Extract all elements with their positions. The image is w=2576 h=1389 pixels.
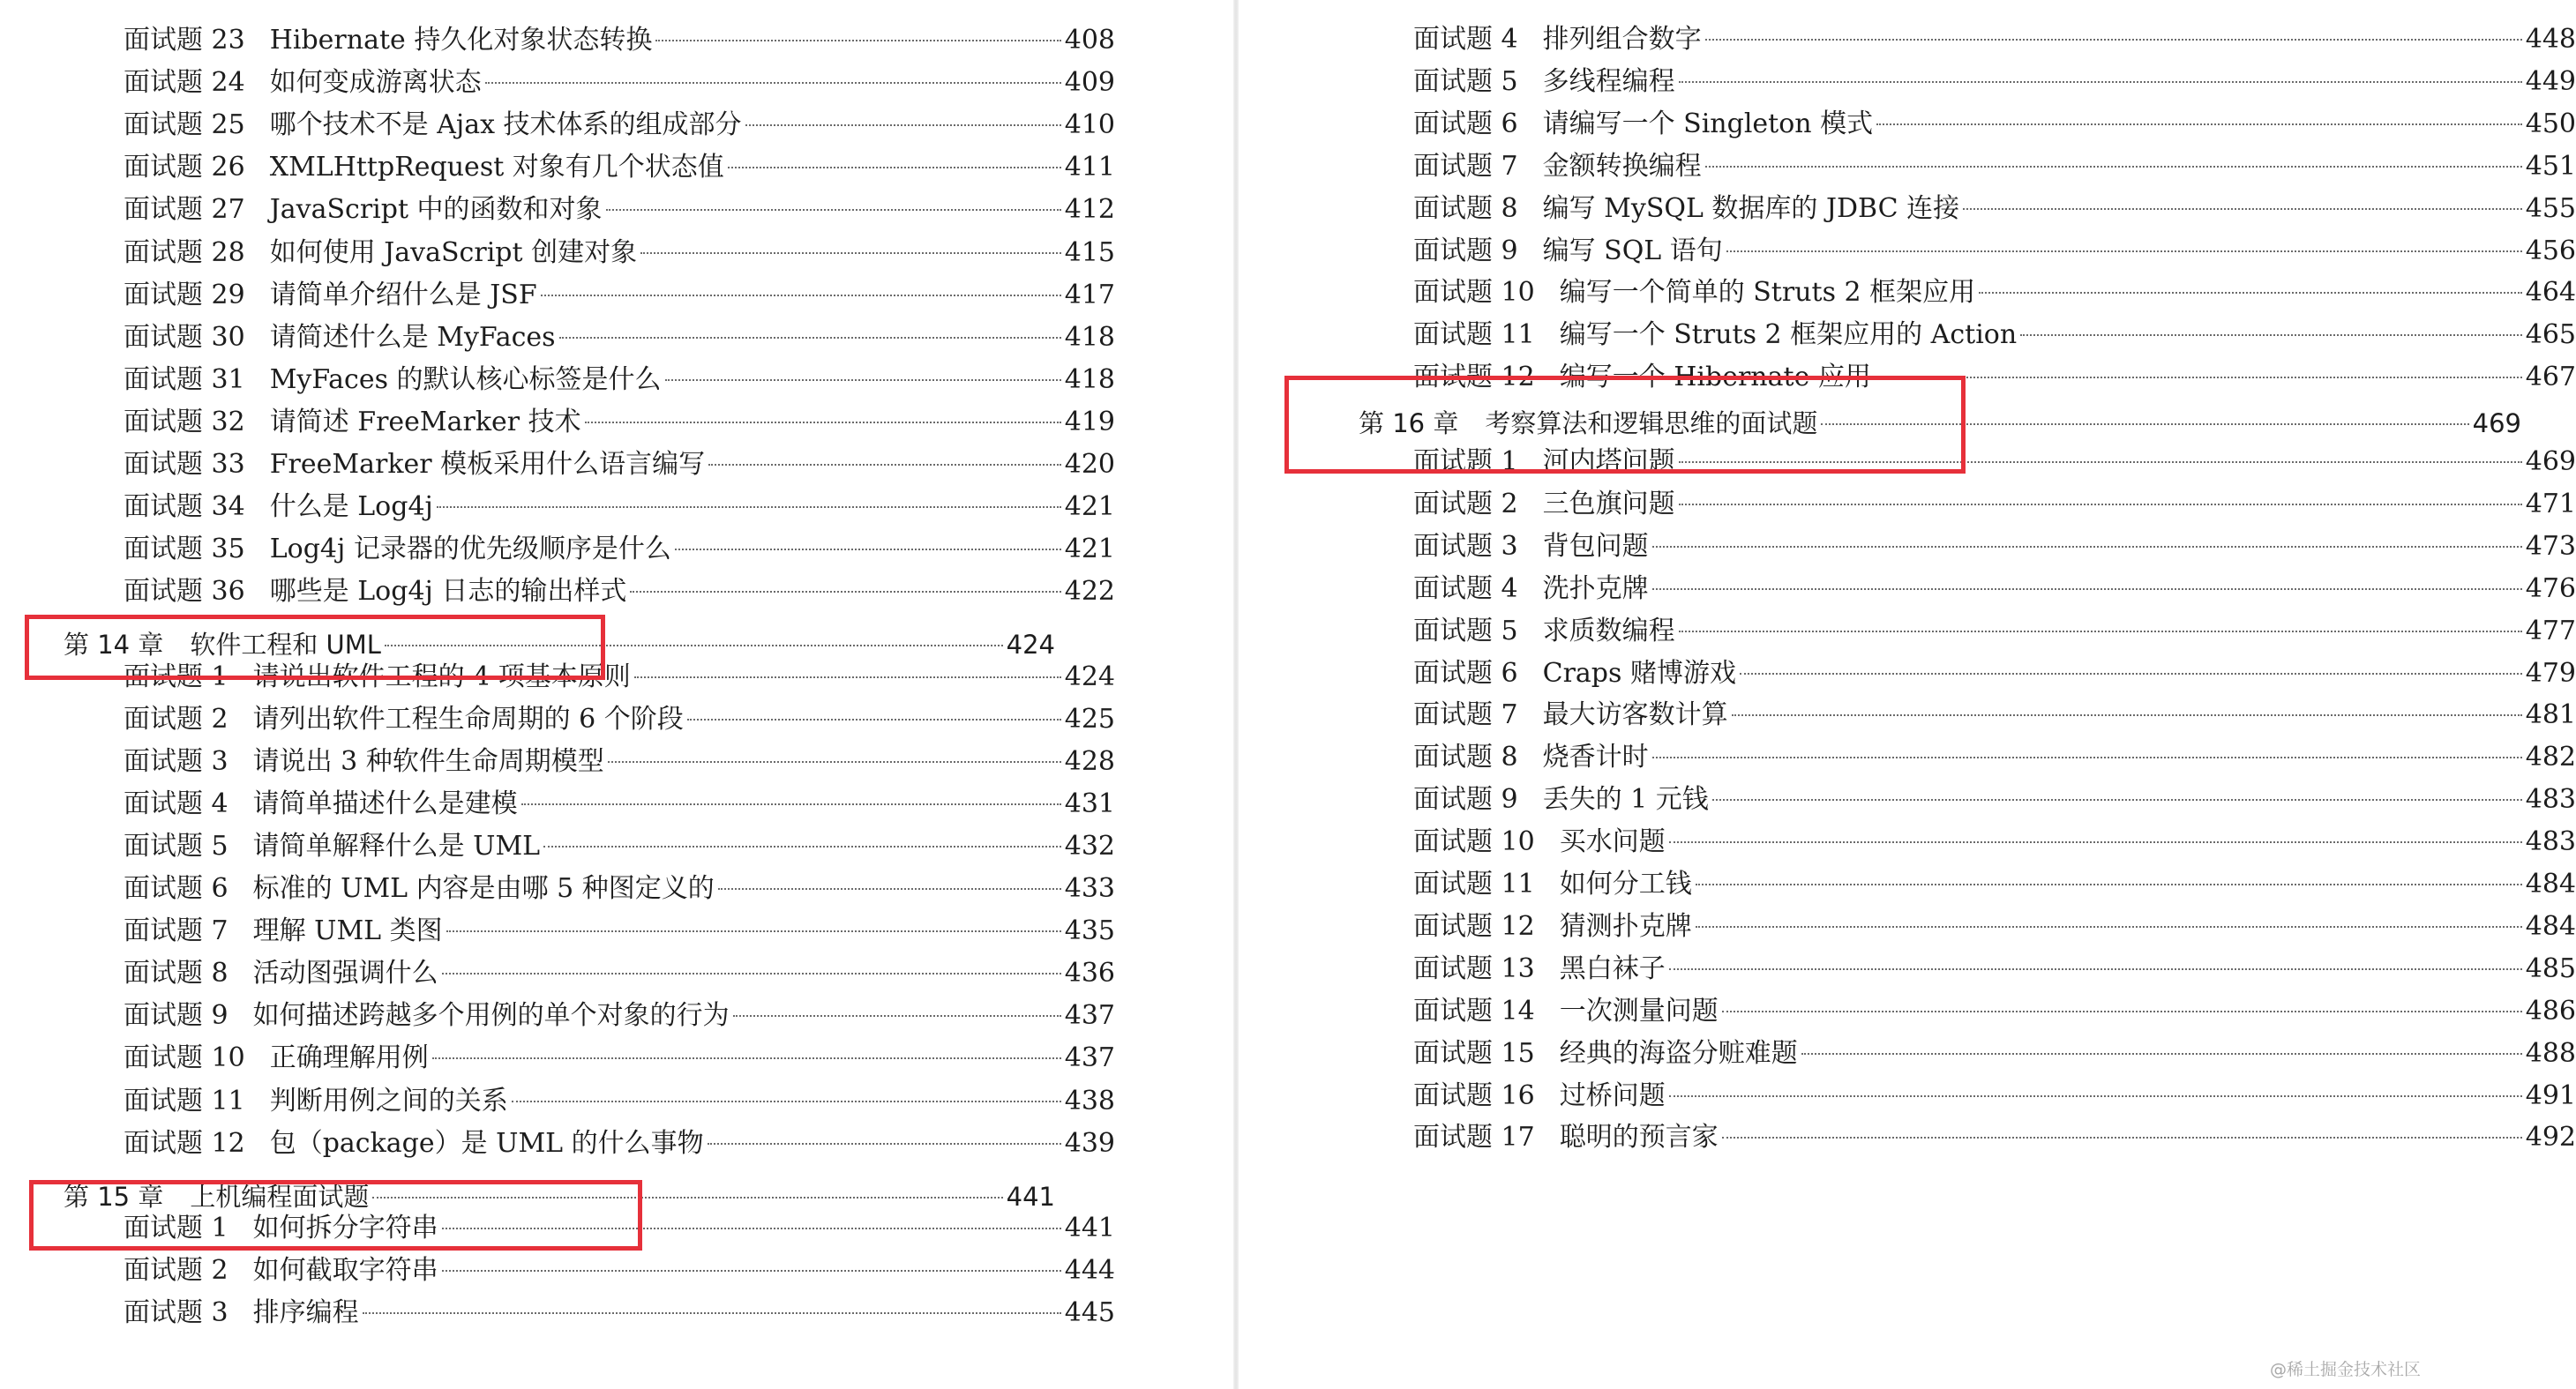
- toc-page-number: 484: [2525, 869, 2576, 900]
- toc-page-number: 483: [2525, 826, 2576, 858]
- dot-leader: [708, 464, 1061, 466]
- toc-page-number: 483: [2525, 784, 2576, 816]
- dot-leader: [1679, 81, 2522, 83]
- toc-entry-number: 面试题 4: [124, 788, 228, 819]
- dot-leader: [485, 82, 1061, 84]
- toc-entry-number: 面试题 36: [124, 576, 245, 608]
- toc-entry-number: 面试题 12: [1413, 910, 1535, 942]
- toc-page-number: 482: [2525, 742, 2576, 773]
- toc-entry-title: 编写一个简单的 Struts 2 框架应用: [1559, 277, 1976, 309]
- toc-entry-number: 第 15 章: [64, 1181, 164, 1212]
- toc-entry-row: [124, 956, 1115, 991]
- toc-entry-number: 面试题 10: [1413, 277, 1535, 309]
- toc-entry-title: 编写一个 Hibernate 应用: [1559, 362, 1871, 393]
- toc-page-number: 417: [1064, 279, 1115, 310]
- toc-entry-number: 面试题 2: [124, 1254, 228, 1286]
- dot-leader: [442, 1228, 1061, 1229]
- toc-entry-number: 面试题 34: [124, 491, 245, 523]
- toc-entry-number: 面试题 12: [124, 1127, 245, 1159]
- toc-entry-number: 面试题 23: [124, 25, 245, 56]
- dot-leader: [1726, 250, 2522, 252]
- toc-entry-title: 如何拆分字符串: [252, 1212, 438, 1243]
- toc-entry-title: 编写 SQL 语句: [1542, 235, 1723, 266]
- toc-page-number: 465: [2525, 319, 2576, 351]
- toc-entry-row: [124, 574, 1115, 609]
- dot-leader: [1696, 884, 2522, 885]
- toc-entry-row: [1413, 994, 2576, 1029]
- toc-entry-row: [1413, 909, 2576, 945]
- toc-page-number: 408: [1064, 25, 1115, 56]
- dot-leader: [2020, 334, 2522, 336]
- toc-entry-title: Hibernate 持久化对象状态转换: [269, 25, 653, 56]
- toc-entry-title: 哪些是 Log4j 日志的输出样式: [269, 576, 627, 608]
- toc-entry-title: 一次测量问题: [1559, 995, 1719, 1027]
- toc-entry-row: [124, 23, 1115, 58]
- toc-entry-row: [1413, 22, 2576, 57]
- toc-entry-title: 请说出软件工程的 4 项基本原则: [252, 661, 631, 692]
- toc-entry-title: 黑白袜子: [1559, 952, 1666, 984]
- toc-entry-title: 判断用例之间的关系: [269, 1085, 508, 1116]
- toc-entry-number: 面试题 8: [124, 958, 228, 989]
- toc-entry-number: 面试题 24: [124, 67, 245, 99]
- toc-entry-title: 请简单解释什么是 UML: [252, 830, 541, 862]
- toc-page-number: 476: [2525, 572, 2576, 604]
- toc-entry-row: [124, 65, 1115, 101]
- toc-entry-title: FreeMarker 模板采用什么语言编写: [269, 449, 706, 480]
- toc-entry-row: [1413, 317, 2576, 353]
- toc-entry-title: 理解 UML 类图: [252, 915, 443, 947]
- dot-leader: [543, 846, 1061, 848]
- toc-entry-number: 面试题 10: [1413, 826, 1535, 858]
- toc-entry-row: [1413, 614, 2576, 649]
- dot-leader: [363, 1312, 1061, 1314]
- toc-entry-title: 丢失的 1 元钱: [1542, 784, 1709, 816]
- toc-entry-number: 面试题 17: [1413, 1122, 1535, 1154]
- toc-entry-number: 面试题 4: [1413, 24, 1518, 55]
- toc-entry-title: 什么是 Log4j: [269, 491, 433, 523]
- toc-page-number: 418: [1064, 321, 1115, 353]
- toc-entry-row: [124, 1253, 1115, 1288]
- toc-entry-row: [1413, 867, 2576, 902]
- toc-page-number: 441: [1064, 1212, 1115, 1243]
- toc-page-number: 464: [2525, 277, 2576, 309]
- toc-page-number: 432: [1064, 830, 1115, 862]
- dot-leader: [541, 295, 1061, 296]
- toc-entry-number: 面试题 16: [1413, 1079, 1535, 1111]
- toc-entry-number: 面试题 6: [124, 873, 228, 904]
- toc-chapter-row: [64, 1179, 1055, 1214]
- toc-entry-row: [1413, 740, 2576, 775]
- toc-entry-row: [124, 829, 1115, 864]
- toc-entry-row: [1413, 656, 2576, 691]
- toc-entry-row: [1413, 487, 2576, 522]
- dot-leader: [1740, 673, 2522, 675]
- toc-entry-number: 面试题 1: [1413, 446, 1518, 477]
- toc-entry-number: 面试题 32: [124, 406, 245, 437]
- toc-entry-row: [124, 1041, 1115, 1076]
- dot-leader: [437, 506, 1061, 508]
- dot-leader: [585, 422, 1061, 423]
- toc-entry-title: 买水问题: [1559, 826, 1666, 858]
- toc-page-number: 424: [1006, 630, 1055, 661]
- toc-page-number: 467: [2525, 362, 2576, 393]
- toc-entry-title: 过桥问题: [1559, 1079, 1666, 1111]
- dot-leader: [687, 719, 1061, 721]
- toc-entry-row: [124, 744, 1115, 780]
- toc-entry-title: 河内塔问题: [1542, 446, 1675, 477]
- toc-entry-title: 请编写一个 Singleton 模式: [1542, 108, 1874, 139]
- toc-page-number: 437: [1064, 1042, 1115, 1074]
- toc-entry-number: 面试题 9: [1413, 784, 1518, 816]
- toc-entry-number: 面试题 5: [124, 830, 228, 862]
- dot-leader: [512, 1101, 1061, 1102]
- toc-entry-number: 面试题 5: [1413, 65, 1518, 97]
- toc-entry-title: JavaScript 中的函数和对象: [269, 194, 603, 226]
- toc-entry-row: [1413, 1036, 2576, 1072]
- dot-leader: [708, 1143, 1061, 1145]
- toc-entry-number: 面试题 2: [124, 703, 228, 735]
- toc-entry-title: 经典的海盗分赃难题: [1559, 1037, 1798, 1069]
- toc-entry-title: 如何变成游离状态: [269, 67, 482, 99]
- toc-entry-number: 面试题 8: [1413, 742, 1518, 773]
- toc-entry-title: 如何分工钱: [1559, 869, 1692, 900]
- toc-entry-title: 哪个技术不是 Ajax 技术体系的组成部分: [269, 109, 742, 141]
- toc-page-number: 437: [1064, 1000, 1115, 1032]
- toc-page-number: 420: [1064, 449, 1115, 480]
- toc-page-number: 421: [1064, 534, 1115, 565]
- toc-entry-title: 编写一个 Struts 2 框架应用的 Action: [1559, 319, 2018, 351]
- dot-leader: [1821, 423, 2468, 425]
- toc-entry-number: 面试题 25: [124, 109, 245, 141]
- dot-leader: [655, 40, 1060, 41]
- toc-entry-row: [124, 235, 1115, 271]
- toc-entry-title: 请简述什么是 MyFaces: [269, 321, 556, 353]
- toc-entry-row: [124, 532, 1115, 567]
- toc-entry-number: 面试题 2: [1413, 488, 1518, 519]
- toc-entry-row: [1413, 1120, 2576, 1155]
- toc-entry-row: [124, 1084, 1115, 1119]
- toc-entry-title: 洗扑克牌: [1542, 572, 1649, 604]
- toc-entry-title: 软件工程和 UML: [190, 630, 381, 661]
- toc-entry-title: Craps 赌博游戏: [1542, 657, 1736, 689]
- toc-entry-number: 面试题 11: [124, 1085, 245, 1116]
- toc-entry-row: [1413, 107, 2576, 142]
- toc-page-number: 455: [2525, 192, 2576, 224]
- toc-page-number: 449: [2525, 65, 2576, 97]
- toc-entry-row: [124, 278, 1115, 313]
- dot-leader: [665, 379, 1061, 381]
- dot-leader: [630, 591, 1060, 593]
- toc-page-number: 435: [1064, 915, 1115, 947]
- toc-entry-row: [124, 447, 1115, 482]
- left-page: [0, 0, 1233, 1389]
- right-page: [1239, 0, 2576, 1389]
- toc-page-number: 444: [1064, 1254, 1115, 1286]
- toc-entry-number: 面试题 11: [1413, 319, 1535, 351]
- dot-leader: [1679, 461, 2522, 463]
- dot-leader: [1705, 166, 2522, 168]
- toc-entry-row: [1413, 444, 2576, 480]
- dot-leader: [1669, 841, 2522, 843]
- toc-entry-title: 排序编程: [252, 1297, 359, 1328]
- dot-leader: [446, 930, 1061, 932]
- toc-entry-number: 面试题 12: [1413, 362, 1535, 393]
- toc-entry-number: 面试题 30: [124, 321, 245, 353]
- toc-entry-number: 面试题 6: [1413, 657, 1518, 689]
- toc-page-number: 410: [1064, 109, 1115, 141]
- toc-entry-row: [124, 871, 1115, 907]
- toc-entry-title: 编写 MySQL 数据库的 JDBC 连接: [1542, 192, 1960, 224]
- toc-page-number: 469: [2525, 446, 2576, 477]
- toc-page-number: 436: [1064, 958, 1115, 989]
- toc-entry-title: 金额转换编程: [1542, 150, 1702, 182]
- dot-leader: [1652, 588, 2522, 590]
- toc-entry-number: 面试题 10: [124, 1042, 245, 1074]
- dot-leader: [745, 124, 1061, 126]
- toc-page-number: 479: [2525, 657, 2576, 689]
- toc-entry-number: 面试题 7: [1413, 699, 1518, 731]
- dot-leader: [1876, 123, 2522, 125]
- toc-entry-row: [124, 1126, 1115, 1161]
- toc-entry-title: 聪明的预言家: [1559, 1122, 1719, 1154]
- toc-entry-number: 面试题 1: [124, 1212, 228, 1243]
- dot-leader: [733, 1015, 1061, 1017]
- toc-page-number: 412: [1064, 194, 1115, 226]
- toc-entry-title: 活动图强调什么: [252, 958, 438, 989]
- toc-entry-title: 请简单描述什么是建模: [252, 788, 518, 819]
- toc-entry-title: 背包问题: [1542, 530, 1649, 562]
- toc-page-number: 471: [2525, 488, 2576, 519]
- toc-entry-title: 请简述 FreeMarker 技术: [269, 406, 581, 437]
- toc-entry-title: 求质数编程: [1542, 615, 1675, 646]
- dot-leader: [1705, 39, 2522, 41]
- dot-leader: [634, 676, 1061, 678]
- toc-page-number: 491: [2525, 1079, 2576, 1111]
- toc-entry-title: MyFaces 的默认核心标签是什么: [269, 363, 662, 395]
- toc-entry-number: 面试题 1: [124, 661, 228, 692]
- toc-entry-number: 第 16 章: [1359, 408, 1459, 439]
- toc-entry-number: 面试题 3: [124, 1297, 228, 1328]
- dot-leader: [1652, 757, 2522, 758]
- toc-entry-row: [124, 914, 1115, 949]
- toc-page-number: 445: [1064, 1297, 1115, 1328]
- toc-page-number: 424: [1064, 661, 1115, 692]
- toc-entry-number: 面试题 5: [1413, 615, 1518, 646]
- dot-leader: [728, 167, 1061, 168]
- toc-entry-number: 面试题 9: [124, 1000, 228, 1032]
- toc-entry-number: 面试题 29: [124, 279, 245, 310]
- dot-leader: [1679, 504, 2522, 505]
- toc-entry-title: 请列出软件工程生命周期的 6 个阶段: [252, 703, 684, 735]
- toc-chapter-row: [1359, 406, 2521, 441]
- dot-leader: [432, 1057, 1061, 1059]
- toc-entry-number: 面试题 6: [1413, 108, 1518, 139]
- toc-entry-title: 最大访客数计算: [1542, 699, 1728, 731]
- dot-leader: [1696, 926, 2522, 928]
- toc-entry-number: 面试题 7: [124, 915, 228, 947]
- toc-page-number: 485: [2525, 952, 2576, 984]
- toc-entry-row: [124, 1211, 1115, 1246]
- toc-entry-row: [124, 192, 1115, 228]
- toc-page-number: 448: [2525, 24, 2576, 55]
- toc-entry-title: 排列组合数字: [1542, 24, 1702, 55]
- toc-entry-row: [1413, 191, 2576, 227]
- toc-entry-row: [1413, 234, 2576, 269]
- toc-entry-row: [1413, 64, 2576, 100]
- dot-leader: [606, 209, 1061, 211]
- toc-page-number: 469: [2472, 408, 2521, 439]
- toc-entry-number: 面试题 7: [1413, 150, 1518, 182]
- dot-leader: [372, 1197, 1002, 1199]
- toc-page-number: 477: [2525, 615, 2576, 646]
- toc-page-number: 419: [1064, 406, 1115, 437]
- dot-leader: [442, 973, 1061, 975]
- toc-entry-row: [124, 702, 1115, 737]
- toc-entry-row: [1413, 782, 2576, 818]
- toc-entry-number: 面试题 4: [1413, 572, 1518, 604]
- toc-page-number: 431: [1064, 788, 1115, 819]
- toc-entry-title: 烧香计时: [1542, 742, 1649, 773]
- toc-page-number: 422: [1064, 576, 1115, 608]
- toc-entry-row: [1413, 275, 2576, 310]
- toc-chapter-row: [64, 627, 1055, 662]
- toc-entry-row: [1413, 571, 2576, 607]
- dot-leader: [1669, 968, 2522, 970]
- toc-page-number: 484: [2525, 910, 2576, 942]
- dot-leader: [385, 645, 1003, 646]
- dot-leader: [1875, 377, 2522, 378]
- toc-entry-title: 考察算法和逻辑思维的面试题: [1485, 408, 1818, 439]
- toc-page-number: 425: [1064, 703, 1115, 735]
- toc-entry-number: 面试题 35: [124, 534, 245, 565]
- dot-leader: [1679, 631, 2522, 632]
- toc-entry-title: 正确理解用例: [269, 1042, 429, 1074]
- toc-entry-number: 面试题 33: [124, 449, 245, 480]
- toc-entry-title: 如何截取字符串: [252, 1254, 438, 1286]
- toc-entry-number: 面试题 27: [124, 194, 245, 226]
- toc-page-number: 481: [2525, 699, 2576, 731]
- toc-entry-row: [1413, 529, 2576, 564]
- toc-entry-number: 面试题 3: [1413, 530, 1518, 562]
- toc-entry-row: [124, 660, 1115, 695]
- toc-page-number: 451: [2525, 150, 2576, 182]
- toc-entry-number: 面试题 14: [1413, 995, 1535, 1027]
- dot-leader: [559, 337, 1061, 339]
- toc-entry-title: 如何使用 JavaScript 创建对象: [269, 236, 638, 268]
- dot-leader: [1722, 1137, 2522, 1139]
- toc-page-number: 418: [1064, 363, 1115, 395]
- dot-leader: [640, 252, 1061, 254]
- dot-leader: [1722, 1011, 2522, 1012]
- toc-entry-row: [124, 362, 1115, 398]
- toc-entry-row: [124, 787, 1115, 822]
- toc-page-number: 456: [2525, 235, 2576, 266]
- dot-leader: [718, 888, 1061, 890]
- dot-leader: [521, 803, 1061, 805]
- toc-entry-row: [1413, 825, 2576, 860]
- toc-entry-row: [1413, 360, 2576, 395]
- toc-entry-number: 面试题 8: [1413, 192, 1518, 224]
- dot-leader: [1669, 1095, 2522, 1097]
- toc-entry-number: 面试题 3: [124, 745, 228, 777]
- toc-entry-number: 面试题 11: [1413, 869, 1535, 900]
- toc-entry-number: 面试题 9: [1413, 235, 1518, 266]
- toc-page-number: 492: [2525, 1122, 2576, 1154]
- toc-entry-number: 面试题 28: [124, 236, 245, 268]
- toc-entry-title: 猜测扑克牌: [1559, 910, 1692, 942]
- toc-page-number: 473: [2525, 530, 2576, 562]
- dot-leader: [1963, 208, 2522, 210]
- toc-entry-title: 请简单介绍什么是 JSF: [269, 279, 537, 310]
- toc-entry-title: 标准的 UML 内容是由哪 5 种图定义的: [252, 873, 715, 904]
- toc-entry-number: 面试题 13: [1413, 952, 1535, 984]
- toc-page-number: 421: [1064, 491, 1115, 523]
- toc-entry-row: [124, 320, 1115, 355]
- dot-leader: [1801, 1053, 2522, 1055]
- toc-entry-row: [1413, 1079, 2576, 1114]
- toc-entry-row: [1413, 952, 2576, 987]
- toc-page-number: 415: [1064, 236, 1115, 268]
- dot-leader: [608, 761, 1061, 763]
- toc-entry-title: Log4j 记录器的优先级顺序是什么: [269, 534, 671, 565]
- dot-leader: [1652, 546, 2522, 548]
- toc-entry-title: 请说出 3 种软件生命周期模型: [252, 745, 604, 777]
- toc-entry-row: [124, 998, 1115, 1034]
- toc-page-number: 409: [1064, 67, 1115, 99]
- toc-page-number: 488: [2525, 1037, 2576, 1069]
- dot-leader: [1712, 799, 2522, 801]
- toc-entry-title: 如何描述跨越多个用例的单个对象的行为: [252, 1000, 730, 1032]
- toc-entry-row: [124, 108, 1115, 143]
- toc-entry-row: [1413, 149, 2576, 184]
- toc-entry-row: [124, 489, 1115, 525]
- dot-leader: [442, 1270, 1061, 1272]
- toc-entry-number: 面试题 15: [1413, 1037, 1535, 1069]
- toc-entry-title: 三色旗问题: [1542, 488, 1675, 519]
- toc-page-number: 433: [1064, 873, 1115, 904]
- toc-page-number: 450: [2525, 108, 2576, 139]
- toc-entry-number: 第 14 章: [64, 630, 164, 661]
- toc-entry-row: [124, 150, 1115, 185]
- toc-page-number: 486: [2525, 995, 2576, 1027]
- toc-entry-title: XMLHttpRequest 对象有几个状态值: [269, 152, 724, 183]
- toc-page-number: 439: [1064, 1127, 1115, 1159]
- watermark: @稀土掘金技术社区: [2269, 1360, 2421, 1379]
- dot-leader: [1979, 292, 2522, 294]
- toc-entry-title: 包（package）是 UML 的什么事物: [269, 1127, 704, 1159]
- toc-page-number: 438: [1064, 1085, 1115, 1116]
- toc-entry-number: 面试题 31: [124, 363, 245, 395]
- dot-leader: [1732, 714, 2522, 716]
- toc-page-number: 428: [1064, 745, 1115, 777]
- toc-page-number: 411: [1064, 152, 1115, 183]
- toc-entry-title: 上机编程面试题: [190, 1181, 370, 1212]
- toc-entry-title: 多线程编程: [1542, 65, 1675, 97]
- toc-entry-row: [124, 405, 1115, 440]
- toc-page-number: 441: [1006, 1181, 1055, 1212]
- toc-entry-row: [1413, 698, 2576, 733]
- dot-leader: [675, 549, 1061, 550]
- toc-entry-row: [124, 1296, 1115, 1331]
- toc-entry-number: 面试题 26: [124, 152, 245, 183]
